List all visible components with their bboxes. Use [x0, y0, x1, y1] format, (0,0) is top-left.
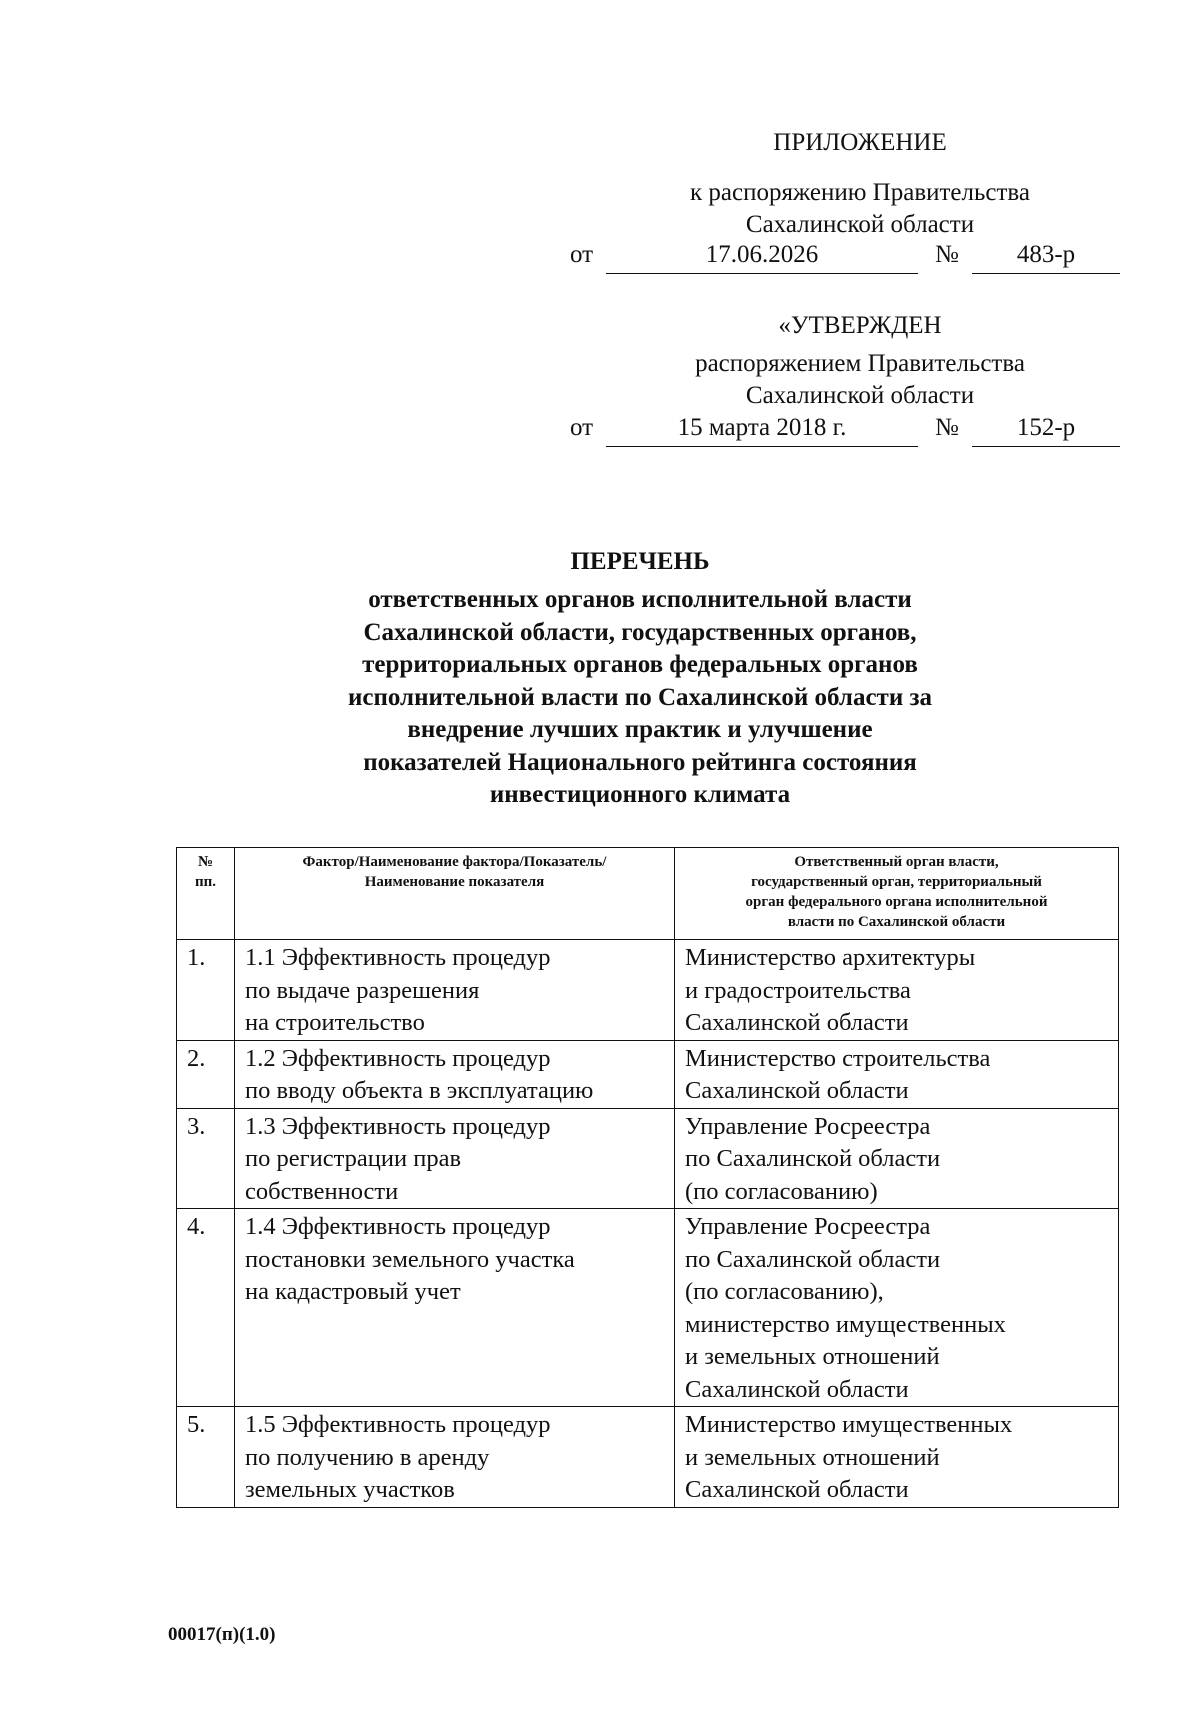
subtitle-line: Сахалинской области, государственных органов, — [363, 618, 917, 646]
approved-region: Сахалинской области — [745, 382, 975, 409]
row-factor: 1.4 Эффективность процедур постановки земельного участка на кадастровый учет — [235, 1209, 675, 1407]
header-responsible: Ответственный орган власти, государственный орган, территориальный орган федерального органа исполнительной власти по Сахалинской области — [675, 848, 1119, 940]
row-num: 3. — [177, 1108, 235, 1209]
row-responsible: Управление Росреестра по Сахалинской области (по согласованию) — [675, 1108, 1119, 1209]
row-responsible: Управление Росреестра по Сахалинской области (по согласованию), министерство имущественных и земельных отношений Сахалинской области — [675, 1209, 1119, 1407]
appendix-title: ПРИЛОЖЕНИЕ — [773, 129, 947, 156]
responsibility-table — [176, 847, 1119, 1508]
row-num: 1. — [177, 940, 235, 1041]
document-subtitle — [240, 584, 1040, 812]
subtitle-line: инвестиционного климата — [489, 781, 791, 808]
row-factor: 1.3 Эффективность процедур по регистрации прав собственности — [235, 1108, 675, 1209]
approved-number: 152-р — [972, 414, 1120, 447]
table-row — [177, 940, 1119, 1041]
row-factor: 1.1 Эффективность процедур по выдаче разрешения на строительство — [235, 940, 675, 1041]
subtitle-line: внедрение лучших практик и улучшение — [407, 716, 873, 743]
approved-ot-label: от — [570, 414, 594, 441]
subtitle-line: исполнительной власти по Сахалинской области за — [347, 683, 933, 711]
row-num: 2. — [177, 1040, 235, 1108]
approved-date-number-row — [570, 414, 1120, 448]
row-responsible: Министерство имущественных и земельных отношений Сахалинской области — [675, 1407, 1119, 1508]
appendix-no-label: № — [935, 241, 959, 268]
appendix-number: 483-р — [972, 241, 1120, 274]
table-row — [177, 1040, 1119, 1108]
subtitle-line: территориальных органов федеральных органов — [362, 651, 918, 678]
approved-date: 15 марта 2018 г. — [606, 414, 918, 447]
row-num: 4. — [177, 1209, 235, 1407]
appendix-date-number-row — [570, 241, 1120, 275]
appendix-region: Сахалинской области — [745, 211, 975, 238]
header-num: № пп. — [177, 848, 235, 940]
table-row — [177, 1108, 1119, 1209]
row-num: 5. — [177, 1407, 235, 1508]
appendix-date: 17.06.2026 — [606, 241, 918, 274]
appendix-ot-label: от — [570, 241, 594, 268]
table-row — [177, 1209, 1119, 1407]
form-code: 00017(п)(1.0) — [168, 1624, 276, 1645]
approved-by-order: распоряжением Правительства — [695, 350, 1025, 377]
row-factor: 1.2 Эффективность процедур по вводу объекта в эксплуатацию — [235, 1040, 675, 1108]
row-responsible: Министерство строительства Сахалинской области — [675, 1040, 1119, 1108]
appendix-to-order: к распоряжению Правительства — [689, 179, 1030, 206]
table-row — [177, 1407, 1119, 1508]
row-responsible: Министерство архитектуры и градостроительства Сахалинской области — [675, 940, 1119, 1041]
document-title: ПЕРЕЧЕНЬ — [570, 548, 710, 575]
approved-no-label: № — [935, 414, 959, 441]
row-factor: 1.5 Эффективность процедур по получению в аренду земельных участков — [235, 1407, 675, 1508]
subtitle-line: ответственных органов исполнительной власти — [368, 586, 912, 613]
header-factor: Фактор/Наименование фактора/Показатель/ Наименование показателя — [235, 848, 675, 940]
approved-title: «УТВЕРЖДЕН — [778, 312, 942, 339]
subtitle-line: показателей Национального рейтинга состояния — [363, 748, 917, 776]
table-header-row — [177, 848, 1119, 940]
